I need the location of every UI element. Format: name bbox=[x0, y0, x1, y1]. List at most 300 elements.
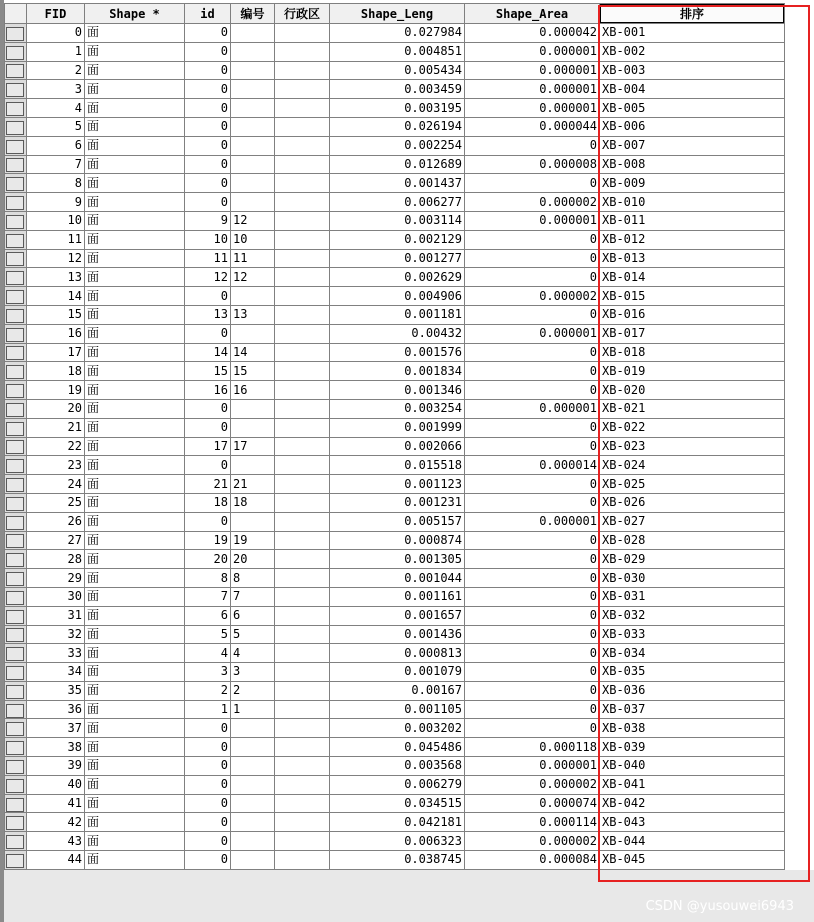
row-selector[interactable] bbox=[5, 287, 27, 306]
cell-order[interactable]: XB-009 bbox=[600, 174, 785, 193]
row-selector[interactable] bbox=[5, 174, 27, 193]
cell-shape-leng[interactable]: 0.001161 bbox=[330, 587, 465, 606]
cell-code[interactable] bbox=[231, 757, 275, 776]
cell-fid[interactable]: 41 bbox=[27, 794, 85, 813]
cell-id[interactable]: 3 bbox=[185, 663, 231, 682]
row-selector[interactable] bbox=[5, 475, 27, 494]
row-selector[interactable] bbox=[5, 362, 27, 381]
table-row[interactable] bbox=[5, 569, 785, 588]
cell-fid[interactable]: 17 bbox=[27, 343, 85, 362]
column-header-shape[interactable]: Shape * bbox=[85, 4, 185, 24]
cell-code[interactable]: 12 bbox=[231, 211, 275, 230]
cell-shape[interactable]: 面 bbox=[85, 399, 185, 418]
cell-shape[interactable]: 面 bbox=[85, 287, 185, 306]
cell-order[interactable]: XB-021 bbox=[600, 399, 785, 418]
cell-district[interactable] bbox=[275, 249, 330, 268]
row-selector[interactable] bbox=[5, 794, 27, 813]
cell-shape-leng[interactable]: 0.001999 bbox=[330, 418, 465, 437]
cell-shape-area[interactable]: 0 bbox=[465, 381, 600, 400]
cell-shape-leng[interactable]: 0.003568 bbox=[330, 757, 465, 776]
cell-shape-leng[interactable]: 0.001181 bbox=[330, 305, 465, 324]
cell-district[interactable] bbox=[275, 493, 330, 512]
cell-district[interactable] bbox=[275, 437, 330, 456]
cell-id[interactable]: 0 bbox=[185, 80, 231, 99]
cell-shape-leng[interactable]: 0.042181 bbox=[330, 813, 465, 832]
cell-shape[interactable]: 面 bbox=[85, 700, 185, 719]
cell-code[interactable] bbox=[231, 775, 275, 794]
cell-id[interactable]: 12 bbox=[185, 268, 231, 287]
cell-shape-area[interactable]: 0 bbox=[465, 362, 600, 381]
cell-shape-leng[interactable]: 0.004906 bbox=[330, 287, 465, 306]
cell-order[interactable]: XB-026 bbox=[600, 493, 785, 512]
cell-fid[interactable]: 0 bbox=[27, 24, 85, 43]
row-selector[interactable] bbox=[5, 230, 27, 249]
column-header-shape-area[interactable]: Shape_Area bbox=[465, 4, 600, 24]
cell-district[interactable] bbox=[275, 362, 330, 381]
cell-code[interactable]: 7 bbox=[231, 587, 275, 606]
cell-order[interactable]: XB-037 bbox=[600, 700, 785, 719]
cell-shape[interactable]: 面 bbox=[85, 230, 185, 249]
cell-district[interactable] bbox=[275, 663, 330, 682]
row-selector[interactable] bbox=[5, 42, 27, 61]
cell-code[interactable]: 16 bbox=[231, 381, 275, 400]
cell-fid[interactable]: 35 bbox=[27, 681, 85, 700]
cell-fid[interactable]: 15 bbox=[27, 305, 85, 324]
cell-district[interactable] bbox=[275, 550, 330, 569]
cell-district[interactable] bbox=[275, 42, 330, 61]
cell-shape-leng[interactable]: 0.000813 bbox=[330, 644, 465, 663]
cell-id[interactable]: 0 bbox=[185, 456, 231, 475]
cell-code[interactable] bbox=[231, 738, 275, 757]
table-row[interactable] bbox=[5, 381, 785, 400]
cell-code[interactable]: 3 bbox=[231, 663, 275, 682]
row-selector[interactable] bbox=[5, 512, 27, 531]
cell-order[interactable]: XB-025 bbox=[600, 475, 785, 494]
row-selector[interactable] bbox=[5, 663, 27, 682]
cell-shape-leng[interactable]: 0.005434 bbox=[330, 61, 465, 80]
cell-fid[interactable]: 28 bbox=[27, 550, 85, 569]
cell-shape[interactable]: 面 bbox=[85, 794, 185, 813]
cell-fid[interactable]: 18 bbox=[27, 362, 85, 381]
cell-fid[interactable]: 39 bbox=[27, 757, 85, 776]
cell-shape-leng[interactable]: 0.003254 bbox=[330, 399, 465, 418]
cell-fid[interactable]: 23 bbox=[27, 456, 85, 475]
cell-code[interactable]: 2 bbox=[231, 681, 275, 700]
cell-order[interactable]: XB-039 bbox=[600, 738, 785, 757]
row-selector[interactable] bbox=[5, 437, 27, 456]
cell-shape-area[interactable]: 0 bbox=[465, 305, 600, 324]
cell-id[interactable]: 14 bbox=[185, 343, 231, 362]
table-row[interactable] bbox=[5, 512, 785, 531]
cell-shape-area[interactable]: 0 bbox=[465, 587, 600, 606]
table-row[interactable] bbox=[5, 230, 785, 249]
cell-order[interactable]: XB-004 bbox=[600, 80, 785, 99]
cell-order[interactable]: XB-011 bbox=[600, 211, 785, 230]
cell-shape[interactable]: 面 bbox=[85, 305, 185, 324]
cell-code[interactable]: 18 bbox=[231, 493, 275, 512]
row-selector[interactable] bbox=[5, 625, 27, 644]
cell-order[interactable]: XB-043 bbox=[600, 813, 785, 832]
cell-shape-leng[interactable]: 0.002254 bbox=[330, 136, 465, 155]
table-row[interactable] bbox=[5, 418, 785, 437]
cell-code[interactable] bbox=[231, 80, 275, 99]
table-row[interactable] bbox=[5, 155, 785, 174]
cell-code[interactable] bbox=[231, 851, 275, 870]
cell-code[interactable]: 20 bbox=[231, 550, 275, 569]
cell-code[interactable]: 15 bbox=[231, 362, 275, 381]
table-row[interactable] bbox=[5, 268, 785, 287]
cell-shape-area[interactable]: 0.000001 bbox=[465, 757, 600, 776]
cell-district[interactable] bbox=[275, 794, 330, 813]
table-row[interactable] bbox=[5, 625, 785, 644]
row-selector[interactable] bbox=[5, 136, 27, 155]
cell-order[interactable]: XB-007 bbox=[600, 136, 785, 155]
cell-fid[interactable]: 12 bbox=[27, 249, 85, 268]
cell-shape-leng[interactable]: 0.002629 bbox=[330, 268, 465, 287]
cell-shape-area[interactable]: 0.000002 bbox=[465, 193, 600, 212]
cell-order[interactable]: XB-016 bbox=[600, 305, 785, 324]
cell-id[interactable]: 0 bbox=[185, 193, 231, 212]
table-row[interactable] bbox=[5, 305, 785, 324]
cell-shape-area[interactable]: 0 bbox=[465, 700, 600, 719]
cell-shape-area[interactable]: 0.000118 bbox=[465, 738, 600, 757]
column-header-shape-leng[interactable]: Shape_Leng bbox=[330, 4, 465, 24]
cell-fid[interactable]: 22 bbox=[27, 437, 85, 456]
cell-id[interactable]: 0 bbox=[185, 287, 231, 306]
cell-id[interactable]: 2 bbox=[185, 681, 231, 700]
cell-id[interactable]: 0 bbox=[185, 99, 231, 118]
cell-id[interactable]: 0 bbox=[185, 813, 231, 832]
cell-district[interactable] bbox=[275, 418, 330, 437]
cell-code[interactable] bbox=[231, 512, 275, 531]
table-row[interactable] bbox=[5, 174, 785, 193]
row-selector[interactable] bbox=[5, 305, 27, 324]
cell-shape-area[interactable]: 0 bbox=[465, 268, 600, 287]
cell-shape[interactable]: 面 bbox=[85, 249, 185, 268]
cell-fid[interactable]: 36 bbox=[27, 700, 85, 719]
row-selector-header[interactable] bbox=[5, 4, 27, 24]
table-row[interactable] bbox=[5, 475, 785, 494]
cell-shape-leng[interactable]: 0.001834 bbox=[330, 362, 465, 381]
table-row[interactable] bbox=[5, 832, 785, 851]
cell-fid[interactable]: 40 bbox=[27, 775, 85, 794]
cell-id[interactable]: 6 bbox=[185, 606, 231, 625]
cell-id[interactable]: 0 bbox=[185, 136, 231, 155]
cell-shape[interactable]: 面 bbox=[85, 381, 185, 400]
row-selector[interactable] bbox=[5, 550, 27, 569]
cell-fid[interactable]: 11 bbox=[27, 230, 85, 249]
cell-shape-leng[interactable]: 0.045486 bbox=[330, 738, 465, 757]
cell-shape-area[interactable]: 0 bbox=[465, 681, 600, 700]
cell-id[interactable]: 21 bbox=[185, 475, 231, 494]
cell-shape-area[interactable]: 0 bbox=[465, 606, 600, 625]
cell-order[interactable]: XB-038 bbox=[600, 719, 785, 738]
column-header-district[interactable]: 行政区 bbox=[275, 4, 330, 24]
cell-shape-leng[interactable]: 0.001277 bbox=[330, 249, 465, 268]
cell-shape-area[interactable]: 0.000001 bbox=[465, 42, 600, 61]
row-selector[interactable] bbox=[5, 324, 27, 343]
cell-shape[interactable]: 面 bbox=[85, 117, 185, 136]
cell-district[interactable] bbox=[275, 681, 330, 700]
cell-district[interactable] bbox=[275, 99, 330, 118]
cell-district[interactable] bbox=[275, 700, 330, 719]
cell-fid[interactable]: 29 bbox=[27, 569, 85, 588]
row-selector[interactable] bbox=[5, 606, 27, 625]
cell-shape-leng[interactable]: 0.002129 bbox=[330, 230, 465, 249]
cell-fid[interactable]: 16 bbox=[27, 324, 85, 343]
cell-order[interactable]: XB-019 bbox=[600, 362, 785, 381]
cell-shape[interactable]: 面 bbox=[85, 512, 185, 531]
cell-shape-area[interactable]: 0.000001 bbox=[465, 61, 600, 80]
cell-shape[interactable]: 面 bbox=[85, 587, 185, 606]
cell-code[interactable] bbox=[231, 61, 275, 80]
table-row[interactable] bbox=[5, 794, 785, 813]
cell-shape[interactable]: 面 bbox=[85, 813, 185, 832]
cell-shape-area[interactable]: 0.000014 bbox=[465, 456, 600, 475]
cell-district[interactable] bbox=[275, 456, 330, 475]
row-selector[interactable] bbox=[5, 738, 27, 757]
cell-id[interactable]: 0 bbox=[185, 512, 231, 531]
cell-id[interactable]: 0 bbox=[185, 155, 231, 174]
cell-order[interactable]: XB-013 bbox=[600, 249, 785, 268]
cell-id[interactable]: 18 bbox=[185, 493, 231, 512]
cell-shape-area[interactable]: 0 bbox=[465, 136, 600, 155]
cell-id[interactable]: 17 bbox=[185, 437, 231, 456]
cell-order[interactable]: XB-017 bbox=[600, 324, 785, 343]
cell-fid[interactable]: 24 bbox=[27, 475, 85, 494]
cell-code[interactable] bbox=[231, 99, 275, 118]
cell-shape-leng[interactable]: 0.001305 bbox=[330, 550, 465, 569]
cell-code[interactable] bbox=[231, 193, 275, 212]
cell-id[interactable]: 0 bbox=[185, 61, 231, 80]
cell-shape-leng[interactable]: 0.00432 bbox=[330, 324, 465, 343]
cell-district[interactable] bbox=[275, 719, 330, 738]
cell-order[interactable]: XB-002 bbox=[600, 42, 785, 61]
cell-shape-area[interactable]: 0.000074 bbox=[465, 794, 600, 813]
cell-order[interactable]: XB-022 bbox=[600, 418, 785, 437]
cell-shape-area[interactable]: 0.000002 bbox=[465, 775, 600, 794]
cell-order[interactable]: XB-024 bbox=[600, 456, 785, 475]
cell-fid[interactable]: 33 bbox=[27, 644, 85, 663]
table-row[interactable] bbox=[5, 211, 785, 230]
cell-district[interactable] bbox=[275, 61, 330, 80]
cell-district[interactable] bbox=[275, 211, 330, 230]
cell-district[interactable] bbox=[275, 193, 330, 212]
cell-shape-leng[interactable]: 0.001576 bbox=[330, 343, 465, 362]
cell-shape[interactable]: 面 bbox=[85, 625, 185, 644]
row-selector[interactable] bbox=[5, 418, 27, 437]
cell-order[interactable]: XB-036 bbox=[600, 681, 785, 700]
cell-shape-area[interactable]: 0.000008 bbox=[465, 155, 600, 174]
table-row[interactable] bbox=[5, 644, 785, 663]
cell-district[interactable] bbox=[275, 644, 330, 663]
cell-shape[interactable]: 面 bbox=[85, 24, 185, 43]
cell-shape-area[interactable]: 0 bbox=[465, 625, 600, 644]
cell-shape-area[interactable]: 0 bbox=[465, 437, 600, 456]
cell-order[interactable]: XB-005 bbox=[600, 99, 785, 118]
cell-id[interactable]: 16 bbox=[185, 381, 231, 400]
cell-shape-leng[interactable]: 0.003114 bbox=[330, 211, 465, 230]
table-row[interactable] bbox=[5, 249, 785, 268]
cell-id[interactable]: 20 bbox=[185, 550, 231, 569]
cell-code[interactable]: 5 bbox=[231, 625, 275, 644]
table-row[interactable] bbox=[5, 399, 785, 418]
row-selector[interactable] bbox=[5, 757, 27, 776]
cell-shape-leng[interactable]: 0.012689 bbox=[330, 155, 465, 174]
table-row[interactable] bbox=[5, 757, 785, 776]
cell-district[interactable] bbox=[275, 775, 330, 794]
cell-fid[interactable]: 27 bbox=[27, 531, 85, 550]
cell-shape[interactable]: 面 bbox=[85, 193, 185, 212]
cell-shape-area[interactable]: 0 bbox=[465, 418, 600, 437]
table-row[interactable] bbox=[5, 681, 785, 700]
cell-shape[interactable]: 面 bbox=[85, 663, 185, 682]
cell-district[interactable] bbox=[275, 136, 330, 155]
row-selector[interactable] bbox=[5, 24, 27, 43]
cell-district[interactable] bbox=[275, 569, 330, 588]
cell-shape-leng[interactable]: 0.001346 bbox=[330, 381, 465, 400]
cell-district[interactable] bbox=[275, 832, 330, 851]
cell-district[interactable] bbox=[275, 606, 330, 625]
cell-fid[interactable]: 5 bbox=[27, 117, 85, 136]
cell-fid[interactable]: 4 bbox=[27, 99, 85, 118]
cell-id[interactable]: 0 bbox=[185, 719, 231, 738]
cell-fid[interactable]: 30 bbox=[27, 587, 85, 606]
column-header-order[interactable]: 排序 bbox=[600, 4, 785, 24]
cell-shape-area[interactable]: 0 bbox=[465, 230, 600, 249]
cell-order[interactable]: XB-010 bbox=[600, 193, 785, 212]
row-selector[interactable] bbox=[5, 193, 27, 212]
table-row[interactable] bbox=[5, 287, 785, 306]
cell-shape-area[interactable]: 0.000042 bbox=[465, 24, 600, 43]
cell-fid[interactable]: 6 bbox=[27, 136, 85, 155]
cell-code[interactable] bbox=[231, 155, 275, 174]
cell-order[interactable]: XB-028 bbox=[600, 531, 785, 550]
cell-fid[interactable]: 13 bbox=[27, 268, 85, 287]
cell-order[interactable]: XB-012 bbox=[600, 230, 785, 249]
cell-code[interactable]: 13 bbox=[231, 305, 275, 324]
cell-id[interactable]: 10 bbox=[185, 230, 231, 249]
cell-id[interactable]: 0 bbox=[185, 174, 231, 193]
cell-order[interactable]: XB-032 bbox=[600, 606, 785, 625]
cell-shape-area[interactable]: 0 bbox=[465, 249, 600, 268]
cell-shape[interactable]: 面 bbox=[85, 174, 185, 193]
table-row[interactable] bbox=[5, 606, 785, 625]
cell-district[interactable] bbox=[275, 851, 330, 870]
cell-order[interactable]: XB-040 bbox=[600, 757, 785, 776]
cell-shape[interactable]: 面 bbox=[85, 343, 185, 362]
cell-code[interactable]: 11 bbox=[231, 249, 275, 268]
cell-order[interactable]: XB-034 bbox=[600, 644, 785, 663]
cell-district[interactable] bbox=[275, 475, 330, 494]
cell-order[interactable]: XB-015 bbox=[600, 287, 785, 306]
cell-fid[interactable]: 21 bbox=[27, 418, 85, 437]
cell-code[interactable]: 14 bbox=[231, 343, 275, 362]
row-selector[interactable] bbox=[5, 493, 27, 512]
cell-shape[interactable]: 面 bbox=[85, 644, 185, 663]
cell-district[interactable] bbox=[275, 155, 330, 174]
table-row[interactable] bbox=[5, 61, 785, 80]
cell-id[interactable]: 0 bbox=[185, 851, 231, 870]
row-selector[interactable] bbox=[5, 531, 27, 550]
cell-shape-area[interactable]: 0.000044 bbox=[465, 117, 600, 136]
cell-shape-area[interactable]: 0 bbox=[465, 663, 600, 682]
table-row[interactable] bbox=[5, 99, 785, 118]
cell-shape-leng[interactable]: 0.006323 bbox=[330, 832, 465, 851]
cell-shape-area[interactable]: 0.000002 bbox=[465, 287, 600, 306]
cell-fid[interactable]: 8 bbox=[27, 174, 85, 193]
cell-order[interactable]: XB-035 bbox=[600, 663, 785, 682]
table-row[interactable] bbox=[5, 493, 785, 512]
cell-fid[interactable]: 14 bbox=[27, 287, 85, 306]
cell-shape[interactable]: 面 bbox=[85, 719, 185, 738]
cell-shape-leng[interactable]: 0.001231 bbox=[330, 493, 465, 512]
cell-shape-leng[interactable]: 0.001044 bbox=[330, 569, 465, 588]
cell-id[interactable]: 1 bbox=[185, 700, 231, 719]
cell-shape[interactable]: 面 bbox=[85, 362, 185, 381]
row-selector[interactable] bbox=[5, 249, 27, 268]
cell-code[interactable] bbox=[231, 136, 275, 155]
table-row[interactable] bbox=[5, 193, 785, 212]
cell-code[interactable]: 17 bbox=[231, 437, 275, 456]
row-selector[interactable] bbox=[5, 211, 27, 230]
cell-id[interactable]: 0 bbox=[185, 738, 231, 757]
cell-shape-leng[interactable]: 0.001657 bbox=[330, 606, 465, 625]
cell-shape[interactable]: 面 bbox=[85, 211, 185, 230]
cell-shape-leng[interactable]: 0.001436 bbox=[330, 625, 465, 644]
row-selector[interactable] bbox=[5, 399, 27, 418]
cell-order[interactable]: XB-020 bbox=[600, 381, 785, 400]
cell-order[interactable]: XB-023 bbox=[600, 437, 785, 456]
cell-code[interactable] bbox=[231, 24, 275, 43]
table-row[interactable] bbox=[5, 663, 785, 682]
table-row[interactable] bbox=[5, 24, 785, 43]
cell-id[interactable]: 0 bbox=[185, 418, 231, 437]
cell-fid[interactable]: 2 bbox=[27, 61, 85, 80]
table-row[interactable] bbox=[5, 362, 785, 381]
cell-shape[interactable]: 面 bbox=[85, 851, 185, 870]
cell-district[interactable] bbox=[275, 587, 330, 606]
cell-order[interactable]: XB-006 bbox=[600, 117, 785, 136]
cell-fid[interactable]: 19 bbox=[27, 381, 85, 400]
cell-shape[interactable]: 面 bbox=[85, 418, 185, 437]
cell-shape[interactable]: 面 bbox=[85, 456, 185, 475]
cell-id[interactable]: 9 bbox=[185, 211, 231, 230]
cell-district[interactable] bbox=[275, 399, 330, 418]
cell-code[interactable] bbox=[231, 42, 275, 61]
cell-shape-area[interactable]: 0 bbox=[465, 644, 600, 663]
cell-code[interactable] bbox=[231, 117, 275, 136]
table-row[interactable] bbox=[5, 851, 785, 870]
cell-code[interactable]: 12 bbox=[231, 268, 275, 287]
row-selector[interactable] bbox=[5, 851, 27, 870]
cell-shape[interactable]: 面 bbox=[85, 738, 185, 757]
cell-code[interactable]: 19 bbox=[231, 531, 275, 550]
row-selector[interactable] bbox=[5, 99, 27, 118]
cell-shape[interactable]: 面 bbox=[85, 569, 185, 588]
cell-fid[interactable]: 43 bbox=[27, 832, 85, 851]
row-selector[interactable] bbox=[5, 456, 27, 475]
cell-shape[interactable]: 面 bbox=[85, 437, 185, 456]
cell-fid[interactable]: 26 bbox=[27, 512, 85, 531]
cell-code[interactable]: 21 bbox=[231, 475, 275, 494]
cell-shape-area[interactable]: 0 bbox=[465, 569, 600, 588]
table-row[interactable] bbox=[5, 700, 785, 719]
cell-shape-area[interactable]: 0 bbox=[465, 531, 600, 550]
cell-shape-leng[interactable]: 0.002066 bbox=[330, 437, 465, 456]
cell-fid[interactable]: 1 bbox=[27, 42, 85, 61]
cell-shape[interactable]: 面 bbox=[85, 268, 185, 287]
